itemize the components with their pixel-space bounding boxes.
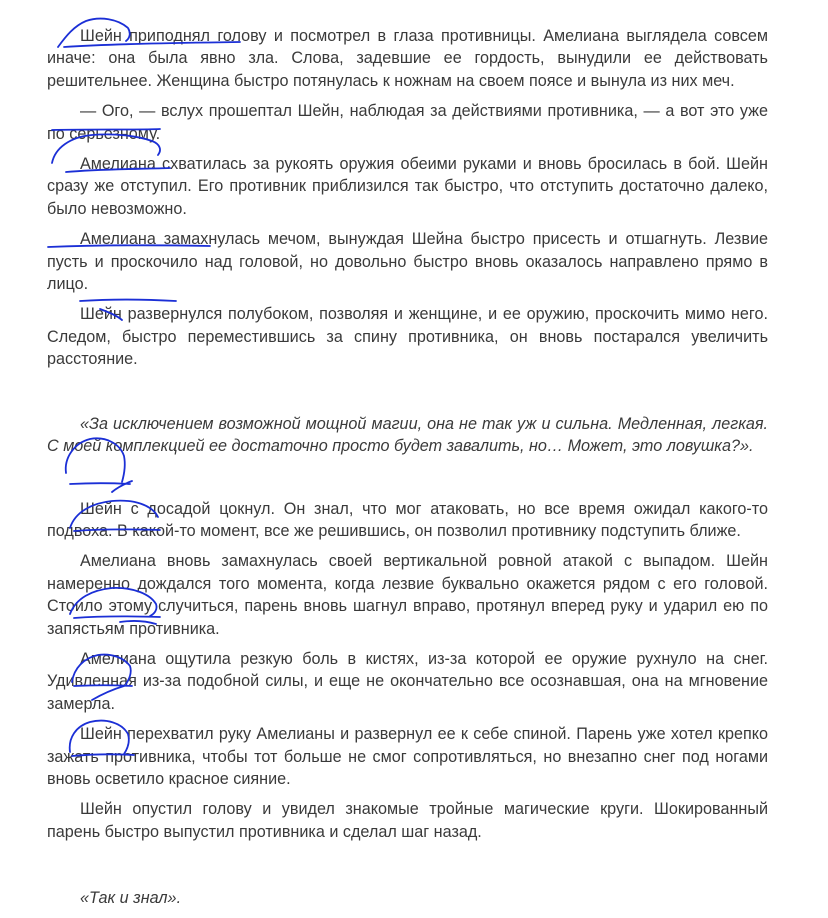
paragraph-spacer bbox=[47, 851, 768, 887]
paragraph: Амелиана вновь замахнулась своей вертикальной ровной атакой с выпадом. Шейн намеренно дождался того момента, когда лезвие буквально окажется рядом с его головой. Стоило этому случиться, парень вновь шагнул вправо, протянул вперед руку и ударил ею по запястьям противника. bbox=[47, 552, 768, 638]
paragraph: — Ого, — вслух прошептал Шейн, наблюдая за действиями противника, — а вот это уже по серьезному. bbox=[47, 102, 768, 143]
paragraph-spacer bbox=[47, 379, 768, 413]
paragraph-spacer bbox=[47, 466, 768, 498]
paragraph: Шейн перехватил руку Амелианы и развернул ее к себе спиной. Парень уже хотел крепко зажать противника, чтобы тот больше не смог сопротивляться, но внезапно снег под ногами вновь осветило красное сияние. bbox=[47, 725, 768, 788]
paragraph: Амелиана схватилась за рукоять оружия обеими руками и вновь бросилась в бой. Шейн сразу же отступил. Его противник приблизился так быстро, что отступить достаточно далеко, было невозможно. bbox=[47, 155, 768, 218]
paragraph: Амелиана замахнулась мечом, вынуждая Шейна быстро присесть и отшагнуть. Лезвие пусть и проскочило над головой, но довольно быстро вновь оказалось направлено прямо в лицо. bbox=[47, 230, 768, 294]
thought-paragraph: «За исключением возможной мощной магии, она не так уж и сильна. Медленная, легкая. С моей комплекцией ее достаточно просто будет завалить, но… Может, это ловушка?». bbox=[47, 414, 768, 456]
paragraph: Шейн опустил голову и увидел знакомые тройные магические круги. Шокированный парень быстро выпустил противника и сделал шаг назад. bbox=[47, 800, 768, 841]
thought-paragraph: «Так и знал». bbox=[80, 889, 182, 908]
paragraph: Шейн с досадой цокнул. Он знал, что мог атаковать, но все время ожидал какого-то подвоха. В какой-то момент, все же решившись, он позволил противнику подступить ближе. bbox=[47, 499, 768, 540]
paragraph: Шейн приподнял голову и посмотрел в глаза противницы. Амелиана выглядела совсем иначе: она была явно зла. Слова, задевшие ее гордость, вынудили ее действовать решительнее. Женщина быстро потянулась к ножнам на своем поясе и вынула из них меч. bbox=[47, 27, 768, 90]
text-column bbox=[47, 25, 768, 918]
paragraph: Амелиана ощутила резкую боль в кистях, из-за которой ее оружие рухнуло на снег. Удивленная из-за подобной силы, и еще не окончательно все осознавшая, она на мгновение замерла. bbox=[47, 649, 768, 713]
paragraph: Шейн развернулся полубоком, позволяя и женщине, и ее оружию, проскочить мимо него. Следом, быстро переместившись за спину противника, он вновь постарался увеличить расстояние. bbox=[47, 305, 768, 369]
